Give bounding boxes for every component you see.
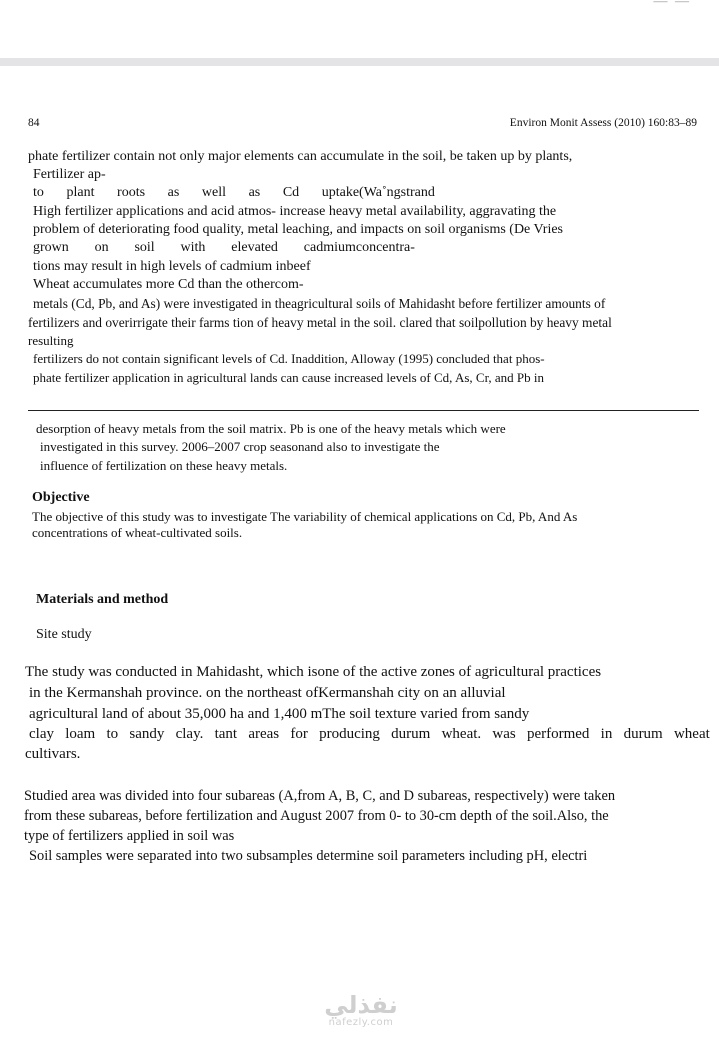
word: was [492, 726, 516, 742]
watermark-logo-text: نفذلي [324, 991, 398, 1019]
word: as [248, 185, 261, 200]
word: on [94, 240, 109, 255]
word: grown [33, 240, 69, 255]
materials-heading: Materials and method [36, 592, 169, 607]
word: roots [117, 185, 146, 200]
section-divider [28, 410, 699, 411]
word: wheat [673, 726, 710, 742]
word: tant [214, 726, 238, 742]
word: clay [29, 726, 54, 742]
text-line: fertilizers do not contain significant levels of Cd. Inaddition, Alloway (1995) concluded that phos- [33, 351, 545, 366]
text-line: problem of deteriorating food quality, metal leaching, and impacts on soil organisms (De Vries [33, 222, 563, 237]
word: in [600, 726, 613, 742]
text-line: tions may result in high levels of cadmium inbeef [33, 259, 311, 274]
text-line: influence of fertilization on these heavy metals. [40, 458, 288, 473]
text-line: from these subareas, before fertilization and August 2007 from 0- to 30-cm depth of the soil.Also, the [24, 808, 609, 824]
top-bar [0, 0, 719, 58]
word: plant [66, 185, 95, 200]
watermark-url: nafezly.com [328, 1017, 394, 1028]
text-line-justified [29, 726, 710, 743]
page-number: 84 [28, 117, 40, 129]
subheading: Site study [36, 627, 92, 642]
text-line: investigated in this survey. 2006–2007 crop seasonand also to investigate the [40, 439, 440, 454]
text-line: High fertilizer applications and acid atmos- increase heavy metal availability, aggravating the [33, 204, 557, 219]
word: for [290, 726, 308, 742]
text-line: desorption of heavy metals from the soil matrix. Pb is one of the heavy metals which were [36, 421, 506, 436]
text-line-justified [33, 240, 415, 256]
word: wheat. [441, 726, 482, 742]
word: as [167, 185, 180, 200]
word: durum [391, 726, 431, 742]
word: well [201, 185, 226, 200]
watermark-logo [316, 993, 406, 1028]
text-line: Soil samples were separated into two subsamples determine soil parameters including pH, electri [29, 848, 588, 864]
word: with [180, 240, 206, 255]
text-line-justified [33, 185, 435, 201]
text-line: type of fertilizers applied in soil was [24, 828, 235, 844]
word: soil [134, 240, 155, 255]
word: clay. [175, 726, 204, 742]
text-line: phate fertilizer application in agricultural lands can cause increased levels of Cd, As, Cr, and Pb in [33, 370, 545, 385]
word: performed [526, 726, 590, 742]
word: cadmiumconcentra- [303, 240, 415, 255]
text-line: Fertilizer ap- [33, 167, 106, 182]
word: uptake(Wa˚ngstrand [321, 185, 435, 200]
top-mark: — — [653, 0, 691, 9]
word: elevated [231, 240, 278, 255]
word: sandy [129, 726, 165, 742]
word: Cd [282, 185, 300, 200]
word: to [106, 726, 119, 742]
text-line: Studied area was divided into four subareas (A,from A, B, C, and D subareas, respectively) were taken [24, 788, 616, 804]
text-line: concentrations of wheat-cultivated soils. [32, 525, 243, 540]
text-line: fertilizers and overirrigate their farms tion of heavy metal in the soil. clared that soilpollution by heavy metal [28, 315, 612, 330]
word: to [33, 185, 44, 200]
text-line: The objective of this study was to investigate The variability of chemical applications on Cd, Pb, And As [32, 509, 578, 524]
word: producing [319, 726, 380, 742]
word: areas [248, 726, 280, 742]
text-line: Wheat accumulates more Cd than the othercom- [33, 277, 304, 292]
text-line: resulting [28, 333, 74, 348]
word: loam [65, 726, 96, 742]
text-line: phate fertilizer contain not only major elements can accumulate in the soil, be taken up by plants, [28, 149, 573, 164]
text-line: metals (Cd, Pb, and As) were investigated in theagricultural soils of Mahidasht before fertilizer amounts of [33, 296, 606, 311]
journal-citation: Environ Monit Assess (2010) 160:83–89 [509, 117, 697, 129]
text-line: agricultural land of about 35,000 ha and 1,400 mThe soil texture varied from sandy [29, 706, 530, 722]
text-line: in the Kermanshah province. on the northeast ofKermanshah city on an alluvial [29, 685, 506, 701]
text-line: cultivars. [25, 746, 81, 762]
word: durum [623, 726, 663, 742]
objective-heading: Objective [32, 490, 90, 505]
toolbar-band [0, 58, 719, 66]
text-line: The study was conducted in Mahidasht, which isone of the active zones of agricultural practices [25, 664, 602, 680]
